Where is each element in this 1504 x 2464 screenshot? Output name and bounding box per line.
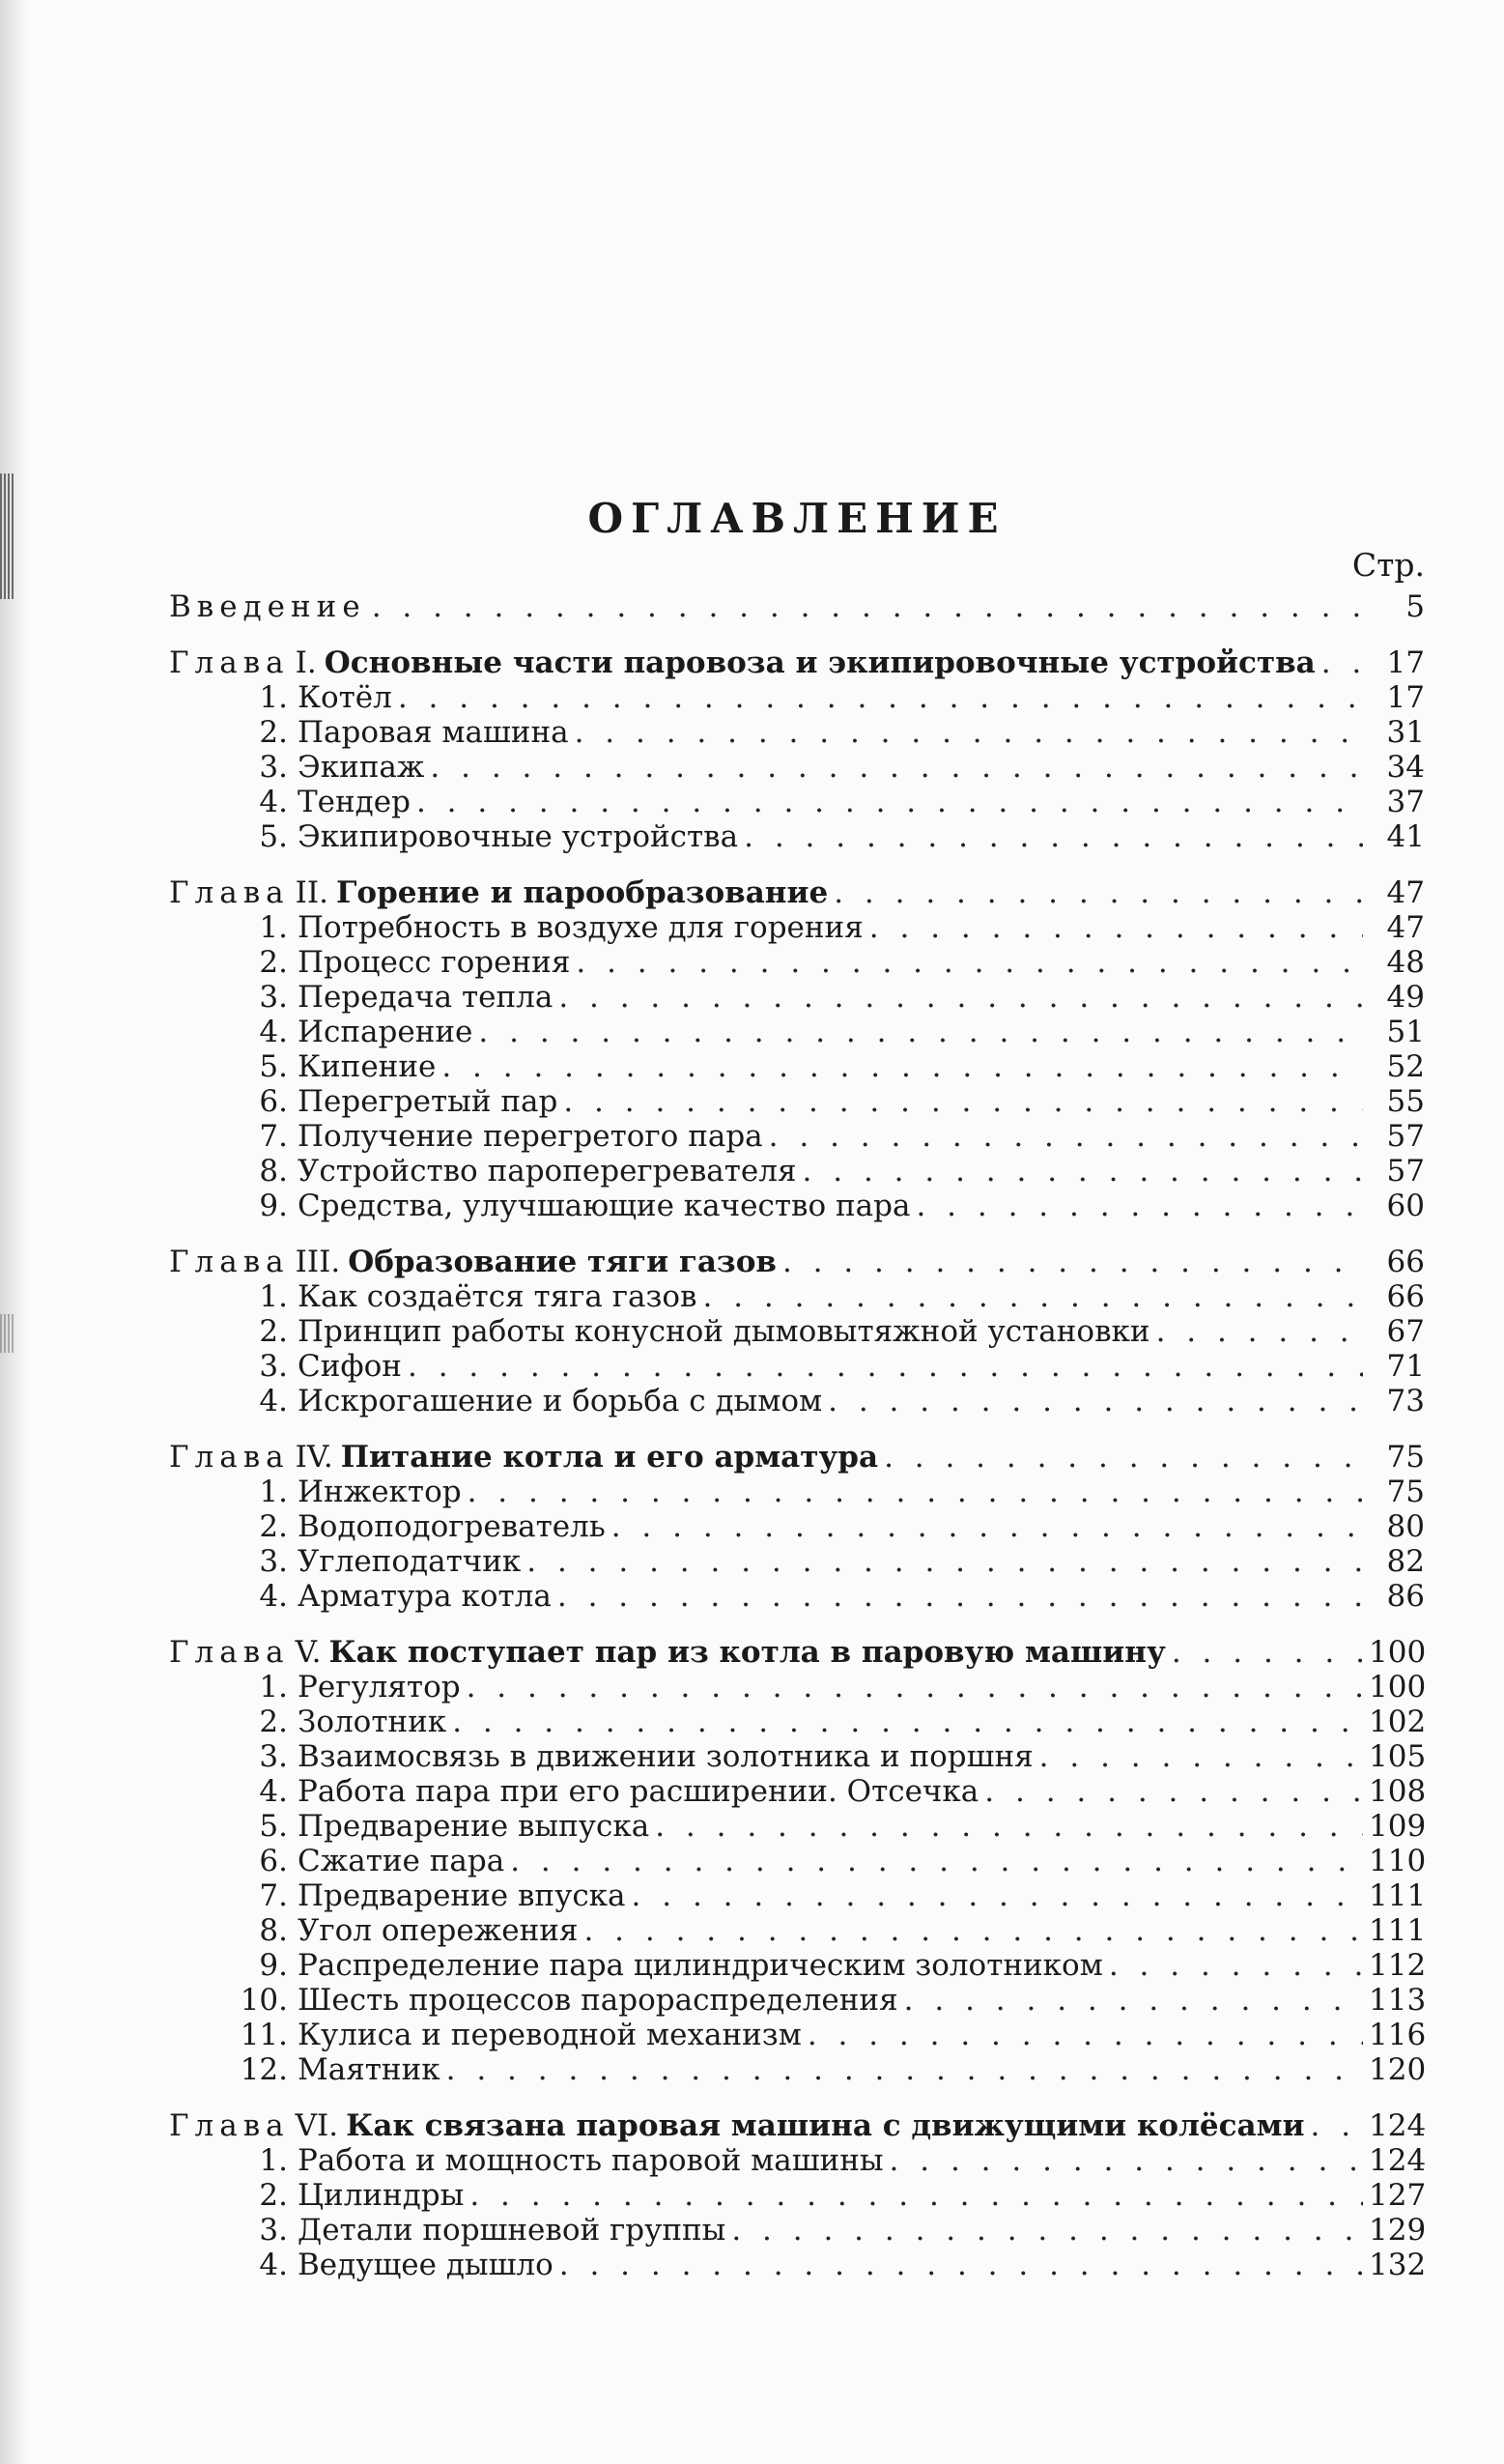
- toc-section-row[interactable]: [169, 1913, 1425, 1948]
- toc-section-row[interactable]: [169, 680, 1425, 715]
- toc-section-row[interactable]: [169, 1509, 1425, 1544]
- toc-page-number: 41: [1386, 819, 1425, 854]
- leader-dots: [769, 1119, 1363, 1154]
- section-number: 8.: [259, 1913, 288, 1948]
- chapter-number: IV.: [295, 1440, 333, 1475]
- toc-intro-label: Введение: [169, 589, 366, 624]
- section-title: Искрогашение и борьба с дымом: [298, 1384, 823, 1418]
- toc-page-number: 48: [1386, 945, 1425, 980]
- chapter-number: V.: [295, 1635, 322, 1670]
- toc-page-number: 80: [1386, 1509, 1425, 1544]
- toc-section-row[interactable]: [169, 910, 1425, 945]
- toc-section-row[interactable]: [169, 1189, 1425, 1223]
- toc-chapter-row[interactable]: [169, 875, 1425, 910]
- section-title: Получение перегретого пара: [298, 1119, 763, 1154]
- toc-page-number: 82: [1386, 1544, 1425, 1579]
- leader-dots: [557, 1579, 1363, 1614]
- section-number: 3.: [259, 1739, 288, 1774]
- section-number: 2.: [259, 1314, 288, 1349]
- toc-section-row[interactable]: [169, 785, 1425, 819]
- section-title: Золотник: [298, 1705, 447, 1739]
- toc-page-number: 17: [1386, 680, 1425, 715]
- section-number: 2.: [259, 1509, 288, 1544]
- section-number: 8.: [259, 1154, 288, 1189]
- section-number: 2.: [259, 945, 288, 980]
- chapter-block: [169, 1245, 1425, 1418]
- leader-dots: [655, 1809, 1363, 1844]
- chapter-block: [169, 1635, 1425, 2087]
- section-number: 4.: [259, 1384, 288, 1418]
- toc-intro-row[interactable]: [169, 589, 1425, 624]
- section-number: 2.: [259, 2178, 288, 2213]
- section-title: Цилиндры: [298, 2178, 465, 2213]
- toc-page-number: 116: [1369, 2018, 1427, 2052]
- toc-page-number: 124: [1369, 2143, 1427, 2178]
- leader-dots: [1109, 1948, 1363, 1983]
- toc-page-number: 120: [1369, 2052, 1427, 2087]
- toc-page-number: 5: [1405, 589, 1425, 624]
- leader-dots: [890, 2143, 1363, 2178]
- section-title: Углеподатчик: [298, 1544, 522, 1579]
- leader-dots: [884, 1440, 1363, 1475]
- toc-page-number: 113: [1369, 1983, 1427, 2018]
- leader-dots: [468, 1475, 1363, 1509]
- section-number: 12.: [240, 2052, 288, 2087]
- toc-page-number: 102: [1369, 1705, 1427, 1739]
- toc-section-row[interactable]: [169, 1544, 1425, 1579]
- toc-section-row[interactable]: [169, 980, 1425, 1015]
- toc-chapter-row[interactable]: [169, 645, 1425, 680]
- chapters-list: [169, 645, 1425, 2282]
- toc-page-number: 105: [1369, 1739, 1427, 1774]
- section-title: Арматура котла: [298, 1579, 552, 1614]
- leader-dots: [834, 875, 1363, 910]
- leader-dots: [563, 1084, 1363, 1119]
- leader-dots: [398, 680, 1363, 715]
- leader-dots: [916, 1189, 1363, 1223]
- toc-section-row[interactable]: [169, 1705, 1425, 1739]
- leader-dots: [526, 1544, 1363, 1579]
- section-number: 6.: [259, 1844, 288, 1878]
- section-number: 3.: [259, 750, 288, 785]
- leader-dots: [478, 1015, 1363, 1049]
- leader-dots: [430, 750, 1363, 785]
- section-title: Маятник: [298, 2052, 440, 2087]
- leader-dots: [372, 589, 1363, 624]
- leader-dots: [408, 1349, 1363, 1384]
- section-number: 3.: [259, 2213, 288, 2248]
- toc-chapter-row[interactable]: [169, 1635, 1425, 1670]
- toc-section-row[interactable]: [169, 1384, 1425, 1418]
- toc-page-number: 111: [1369, 1878, 1427, 1913]
- toc-page-number: 51: [1386, 1015, 1425, 1049]
- toc-page-number: 55: [1386, 1084, 1425, 1119]
- scan-edge-mark: [0, 1314, 15, 1353]
- toc-section-row[interactable]: [169, 1739, 1425, 1774]
- section-number: 7.: [259, 1119, 288, 1154]
- toc-section-row[interactable]: [169, 2052, 1425, 2087]
- toc-page-number: 127: [1369, 2178, 1427, 2213]
- toc-section-row[interactable]: [169, 1015, 1425, 1049]
- leader-dots: [441, 1049, 1363, 1084]
- toc-section-row[interactable]: [169, 819, 1425, 854]
- toc-chapter-row[interactable]: [169, 2108, 1425, 2143]
- section-title: Работа и мощность паровой машины: [298, 2143, 884, 2178]
- leader-dots: [1311, 2108, 1364, 2143]
- toc-page-number: 132: [1369, 2248, 1427, 2282]
- scan-edge-mark: [0, 473, 15, 599]
- chapter-lead: Глава: [169, 875, 290, 910]
- toc-page-number: 73: [1386, 1384, 1425, 1418]
- leader-dots: [559, 2248, 1363, 2282]
- toc-page-number: 86: [1386, 1579, 1425, 1614]
- section-title: Шесть процессов парораспределения: [298, 1983, 898, 2018]
- section-number: 1.: [259, 1475, 288, 1509]
- section-number: 4.: [259, 1579, 288, 1614]
- leader-dots: [1156, 1314, 1363, 1349]
- section-title: Взаимосвязь в движении золотника и поршня: [298, 1739, 1034, 1774]
- toc-page-number: 34: [1386, 750, 1425, 785]
- toc-page-number: 57: [1386, 1154, 1425, 1189]
- section-title: Передача тепла: [298, 980, 553, 1015]
- toc-page-number: 129: [1369, 2213, 1427, 2248]
- leader-dots: [803, 1154, 1363, 1189]
- toc-section-row[interactable]: [169, 2018, 1425, 2052]
- section-number: 4.: [259, 2248, 288, 2282]
- section-number: 7.: [259, 1878, 288, 1913]
- leader-dots: [576, 945, 1363, 980]
- toc-page-number: 75: [1386, 1475, 1425, 1509]
- toc-page-number: 37: [1386, 785, 1425, 819]
- chapter-title: Как связана паровая машина с движущими колёсами: [346, 2108, 1305, 2143]
- toc-chapter-row[interactable]: [169, 1245, 1425, 1279]
- section-number: 4.: [259, 1774, 288, 1809]
- chapter-title: Как поступает пар из котла в паровую машину: [328, 1635, 1166, 1670]
- leader-dots: [510, 1844, 1363, 1878]
- toc-page-number: 47: [1386, 910, 1425, 945]
- chapter-title: Основные части паровоза и экипировочные устройства: [324, 645, 1316, 680]
- toc-section-row[interactable]: [169, 1844, 1425, 1878]
- section-title: Устройство пароперегревателя: [298, 1154, 797, 1189]
- toc-page-number: 31: [1386, 715, 1425, 750]
- chapter-lead: Глава: [169, 1245, 290, 1279]
- toc-section-row[interactable]: [169, 1119, 1425, 1154]
- chapter-number: III.: [295, 1245, 341, 1279]
- section-number: 11.: [240, 2018, 288, 2052]
- toc-section-row[interactable]: [169, 2213, 1425, 2248]
- chapter-number: VI.: [295, 2108, 339, 2143]
- section-title: Принцип работы конусной дымовытяжной установки: [298, 1314, 1150, 1349]
- toc-section-row[interactable]: [169, 1279, 1425, 1314]
- toc-section-row[interactable]: [169, 1948, 1425, 1983]
- chapter-lead: Глава: [169, 2108, 290, 2143]
- leader-dots: [469, 2178, 1363, 2213]
- section-title: Паровая машина: [298, 715, 569, 750]
- section-number: 9.: [259, 1948, 288, 1983]
- toc-page: [169, 0, 1425, 2464]
- toc-page-number: 66: [1386, 1279, 1425, 1314]
- toc-section-row[interactable]: [169, 1349, 1425, 1384]
- section-title: Сжатие пара: [298, 1844, 505, 1878]
- toc-section-row[interactable]: [169, 1084, 1425, 1119]
- scan-left-edge: [0, 0, 29, 2464]
- section-title: Детали поршневой группы: [298, 2213, 726, 2248]
- section-number: 5.: [259, 1809, 288, 1844]
- section-title: Экипировочные устройства: [298, 819, 739, 854]
- section-title: Инжектор: [298, 1475, 462, 1509]
- toc-page-number: 67: [1386, 1314, 1425, 1349]
- section-title: Регулятор: [298, 1670, 461, 1705]
- section-number: 5.: [259, 819, 288, 854]
- leader-dots: [869, 910, 1363, 945]
- toc-page-number: 66: [1386, 1245, 1425, 1279]
- section-number: 2.: [259, 715, 288, 750]
- section-number: 9.: [259, 1189, 288, 1223]
- chapter-number: II.: [295, 875, 328, 910]
- toc-section-row[interactable]: [169, 1774, 1425, 1809]
- leader-dots: [1039, 1739, 1363, 1774]
- toc-section-row[interactable]: [169, 715, 1425, 750]
- section-number: 3.: [259, 1544, 288, 1579]
- section-title: Процесс горения: [298, 945, 571, 980]
- chapter-lead: Глава: [169, 645, 290, 680]
- section-title: Экипаж: [298, 750, 425, 785]
- section-title: Водоподогреватель: [298, 1509, 606, 1544]
- leader-dots: [416, 785, 1363, 819]
- leader-dots: [583, 1913, 1363, 1948]
- toc-section-row[interactable]: [169, 1983, 1425, 2018]
- section-number: 1.: [259, 1279, 288, 1314]
- section-title: Работа пара при его расширении. Отсечка: [298, 1774, 979, 1809]
- leader-dots: [632, 1878, 1363, 1913]
- section-title: Кулиса и переводной механизм: [298, 2018, 802, 2052]
- section-title: Потребность в воздухе для горения: [298, 910, 864, 945]
- leader-dots: [744, 819, 1363, 854]
- chapter-title: Питание котла и его арматура: [340, 1440, 879, 1475]
- toc-section-row[interactable]: [169, 1049, 1425, 1084]
- chapter-block: [169, 875, 1425, 1223]
- toc-page-number: 100: [1369, 1635, 1427, 1670]
- leader-dots: [558, 980, 1363, 1015]
- section-title: Котёл: [298, 680, 392, 715]
- leader-dots: [808, 2018, 1363, 2052]
- section-number: 10.: [240, 1983, 288, 2018]
- toc-section-row[interactable]: [169, 1579, 1425, 1614]
- leader-dots: [1172, 1635, 1363, 1670]
- toc-section-row[interactable]: [169, 945, 1425, 980]
- toc-page-number: 111: [1369, 1913, 1427, 1948]
- toc-page-number: 109: [1369, 1809, 1427, 1844]
- section-title: Тендер: [298, 785, 411, 819]
- toc-section-row[interactable]: [169, 2248, 1425, 2282]
- section-title: Предварение выпуска: [298, 1809, 650, 1844]
- section-title: Средства, улучшающие качество пара: [298, 1189, 911, 1223]
- leader-dots: [828, 1384, 1363, 1418]
- chapter-title: Горение и парообразование: [336, 875, 829, 910]
- section-number: 3.: [259, 980, 288, 1015]
- leader-dots: [984, 1774, 1363, 1809]
- leader-dots: [467, 1670, 1363, 1705]
- chapter-lead: Глава: [169, 1635, 290, 1670]
- toc-section-row[interactable]: [169, 1670, 1425, 1705]
- section-number: 4.: [259, 785, 288, 819]
- toc-page-number: 17: [1386, 645, 1425, 680]
- chapter-title: Образование тяги газов: [348, 1245, 777, 1279]
- section-title: Кипение: [298, 1049, 437, 1084]
- section-number: 1.: [259, 1670, 288, 1705]
- section-title: Распределение пара цилиндрическим золотником: [298, 1948, 1103, 1983]
- toc-page-number: 71: [1386, 1349, 1425, 1384]
- page-column-header: Стр.: [1351, 546, 1425, 584]
- section-number: 6.: [259, 1084, 288, 1119]
- leader-dots: [575, 715, 1363, 750]
- toc-section-row[interactable]: [169, 2178, 1425, 2213]
- leader-dots: [611, 1509, 1363, 1544]
- toc-page-number: 49: [1386, 980, 1425, 1015]
- toc-section-row[interactable]: [169, 1878, 1425, 1913]
- leader-dots: [446, 2052, 1363, 2087]
- toc-page-number: 75: [1386, 1440, 1425, 1475]
- leader-dots: [782, 1245, 1363, 1279]
- table-of-contents: [169, 589, 1425, 2304]
- toc-section-row[interactable]: [169, 2143, 1425, 2178]
- section-title: Предварение впуска: [298, 1878, 626, 1913]
- chapter-lead: Глава: [169, 1440, 290, 1475]
- section-title: Сифон: [298, 1349, 402, 1384]
- toc-section-row[interactable]: [169, 1314, 1425, 1349]
- section-title: Как создаётся тяга газов: [298, 1279, 697, 1314]
- chapter-number: I.: [295, 645, 317, 680]
- toc-section-row[interactable]: [169, 1154, 1425, 1189]
- toc-section-row[interactable]: [169, 1475, 1425, 1509]
- toc-page-number: 60: [1386, 1189, 1425, 1223]
- toc-page-number: 100: [1369, 1670, 1427, 1705]
- toc-page-number: 57: [1386, 1119, 1425, 1154]
- section-number: 2.: [259, 1705, 288, 1739]
- toc-page-number: 52: [1386, 1049, 1425, 1084]
- section-title: Перегретый пар: [298, 1084, 558, 1119]
- section-number: 4.: [259, 1015, 288, 1049]
- section-number: 1.: [259, 2143, 288, 2178]
- leader-dots: [1321, 645, 1363, 680]
- toc-section-row[interactable]: [169, 750, 1425, 785]
- leader-dots: [452, 1705, 1363, 1739]
- toc-page-number: 112: [1369, 1948, 1427, 1983]
- section-title: Испарение: [298, 1015, 473, 1049]
- toc-section-row[interactable]: [169, 1809, 1425, 1844]
- chapter-block: [169, 645, 1425, 854]
- section-number: 1.: [259, 680, 288, 715]
- toc-page-number: 110: [1369, 1844, 1427, 1878]
- toc-page-number: 124: [1369, 2108, 1427, 2143]
- toc-chapter-row[interactable]: [169, 1440, 1425, 1475]
- toc-page-number: 108: [1369, 1774, 1427, 1809]
- section-number: 5.: [259, 1049, 288, 1084]
- leader-dots: [904, 1983, 1363, 2018]
- section-number: 1.: [259, 910, 288, 945]
- section-number: 3.: [259, 1349, 288, 1384]
- section-title: Угол опережения: [298, 1913, 579, 1948]
- chapter-block: [169, 2108, 1425, 2282]
- leader-dots: [731, 2213, 1363, 2248]
- chapter-block: [169, 1440, 1425, 1614]
- leader-dots: [703, 1279, 1363, 1314]
- toc-page-number: 47: [1386, 875, 1425, 910]
- section-title: Ведущее дышло: [298, 2248, 553, 2282]
- page-title: ОГЛАВЛЕНИЕ: [587, 495, 1007, 542]
